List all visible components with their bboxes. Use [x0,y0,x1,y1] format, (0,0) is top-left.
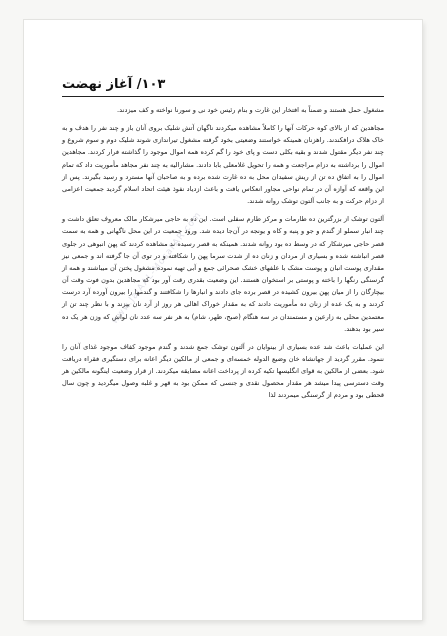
page-number: ۱۰۳ [141,76,166,92]
chapter-title: آغاز نهضت / [62,76,142,92]
watermark: www.JalAAL-MosaFAR.com [110,210,204,327]
book-page [24,20,422,620]
paragraph: این عملیات باعث شد عده بسیاری از بینوایان در آلتون توشک جمع شدند و گندم موجود کفاف موجود غذای آنان را ننمود. مقرر گردید از جهانشاه خان وضیع الدوله خمسه‌ای و جمعی از مالکین دیگر اعانه برای دستگیری فقراء دریافت شود. بعضی از مالکین به قوای انگلیسها تکیه کرده از پرداخت اعانه مضایقه میکردند. از قرار وضعیت اینگونه مالکین هر وقت دسترسی پیدا میشد هر مقدار محصول نقدی و جنسی که ممکن بود به قهر و غلبه وصول میگردید و چون سال قحطی بود و مردم از گرسنگی میمردند لذا [62,342,384,400]
paragraph: آلتون توشک از بزرگترین ده طارمات و مرکز طارم سفلی است. این ده به حاجی میرشکار مالک معروف تعلق داشت و چند انبار سملو از گندم و جو و پنبه و کاه و یونجه در آن‌جا دیده شد. ورود جمعیت در این محل ناگهانی و همه به سمت قصر حاجی میرشکار که در وسط ده بود روانه شدند. همینکه به قصر رسیده ند مشاهده کردند که پهن انبوهی در جلوی قصر انباشته شده و بسیاری از مردان و زنان ده از شدت سرما پهن را شکافته و در توی آن جا گرفته اند و جمعی نیز مقداری پوست انبان و پوست مشک با علفهای خشک صحرائی جمع و آبی تهیه نموده مشغول پختن آن میباشند و همه از گرسنگی رنگها را باخته و پوستی بر استخوان هستند. این وضعیت بقدری رقت آور بود که مجاهدین بدون فوت وقت آن بیچارگان را از میان پهن بیرون کشیده در قصر برده جای دادند و انبارها را شکافتند و گندمها را بیرون آورده آرد درست کردند و به یک عده از زنان ده مأموریت دادند که به مقدار خوراک اهالی هر روز از آرد نان بپزند و با نظر چند تن از معتمدین محلی به زارعین و مستمندان در سه هنگام (صبح، ظهر، شام) به هر نفر سه عدد نان لواش که وزن هر یک ده سیر بود بدهند. [62,215,384,333]
running-header [24,75,422,93]
header-rule [62,96,384,97]
paragraph: مجاهدین که از بالای کوه حرکات آنها را کاملاً مشاهده میکردند ناگهان آتش شلیک بروی آنان باز و چند نفر را هدف و به خاک هلاک درافکندند. راهزنان همینکه خواستند وضعیتی بخود گرفته مشغول تیراندازی شوند شلیک دوم و سوم شروع و چند نفر دیگر مقتول شدند و بقیه بکلی دست و پای خود را گم کرده همه اموال موجود را گذاشته فرار کردند. مجاهدین اموال را برداشته به دزام مراجعت و همه را تحویل غلامعلی بابا دادند. مشارالیه به چند نفر مجاهد مأموریت داد که تمام اموال را به اتفاق ده تن از ریش سفیدان محل به ده غارت شده برده و به صاحبان آنها مسترد و رسید بگیرند. پس از این واقعه که آوازه آن در تمام نواحی مجاور انعکاس یافت و باعث ازدیاد نفوذ هیئت اتحاد اسلام گردید جمعیت اعزامی از دزام حرکت و به جانب آلتون توشک روانه شدند. [62,124,384,206]
page-body [62,104,384,402]
paragraph: مشغول حمل هستند و ضمناً به افتخار این غارت و بنام رئیس خود نی و سورنا نواخته و کف میزدند. [117,106,384,114]
